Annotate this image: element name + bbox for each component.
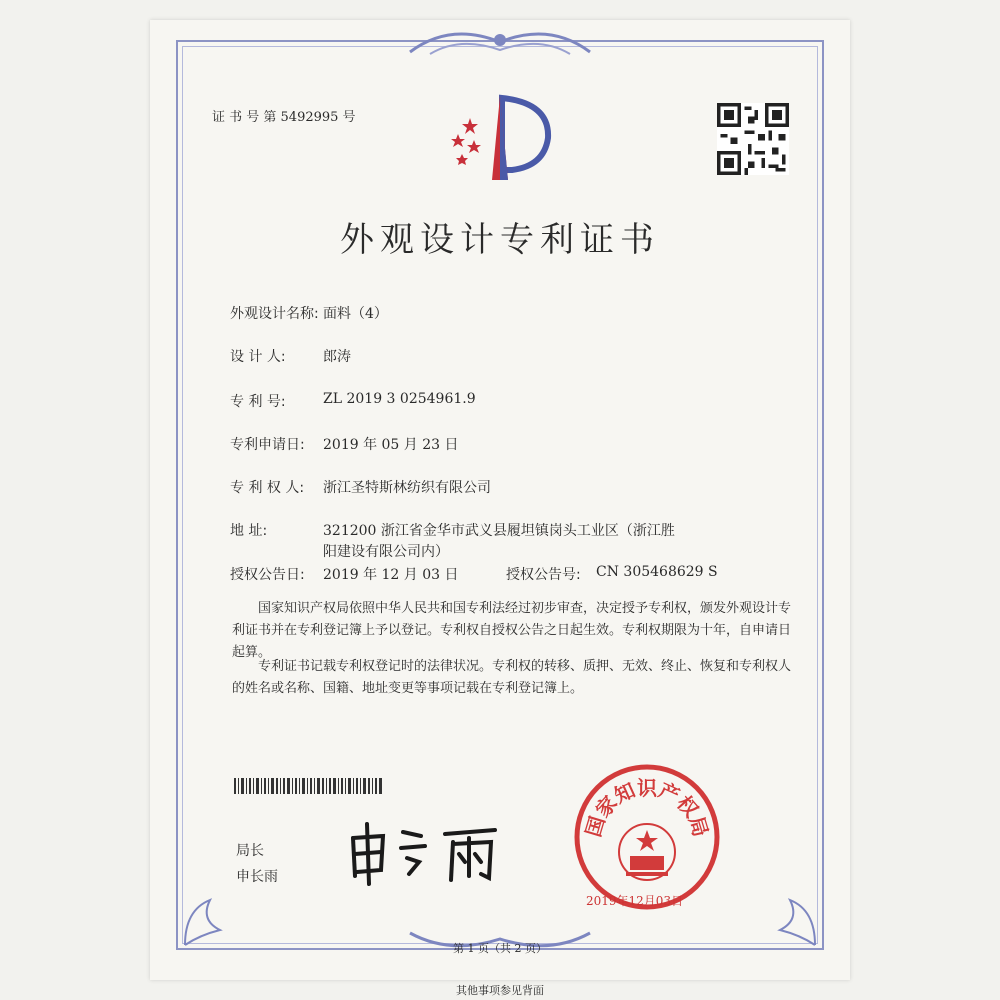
paragraph-legal-status: 专利证书记载专利权登记时的法律状况。专利权的转移、质押、无效、终止、恢复和专利权人的姓名或名称、国籍、地址变更等事项记载在专利登记簿上。 [232,659,792,696]
qr-code [717,103,789,175]
barcode [234,778,384,794]
field-value-address-line2: 阳建设有限公司内） [323,544,449,560]
field-label-filing-date: 专利申请日: [230,437,305,453]
field-label-patentee: 专 利 权 人: [230,480,305,496]
field-value-filing-date: 2019 年 05 月 23 日 [323,437,459,453]
field-label-announce-date: 授权公告日: [230,567,305,583]
field-value-address-line1: 321200 浙江省金华市武义县履坦镇岗头工业区（浙江胜 [323,523,675,539]
seal-text: 国家知识产权局 [580,776,714,840]
field-value-announce-date: 2019 年 12 月 03 日 [323,567,459,583]
seal-date: 2019年12月03日 [586,894,684,908]
field-label-patent-no: 专 利 号: [230,394,286,410]
field-value-designer: 郎涛 [323,349,351,365]
cnipa-logo [440,88,560,188]
page-indicator: 第 1 页（共 2 页） [453,942,547,955]
top-ornament [400,22,600,62]
field-label-design-name: 外观设计名称: [230,306,319,322]
field-label-announce-no: 授权公告号: [506,567,581,583]
official-seal [572,762,722,912]
field-value-announce-no: CN 305468629 S [596,564,718,580]
paragraph-grant: 国家知识产权局依照中华人民共和国专利法经过初步审查，决定授予专利权，颁发外观设计专利证书并在专利登记簿上予以登记。专利权自授权公告之日起生效。专利权期限为十年，自申请日起算。 [232,601,792,660]
field-value-design-name: 面料（4） [323,306,388,322]
certificate-number: 证 书 号 第 5492995 号 [212,110,356,125]
field-label-designer: 设 计 人: [230,349,286,365]
field-value-patentee: 浙江圣特斯林纺织有限公司 [323,480,491,496]
footer-note: 其他事项参见背面 [456,984,544,997]
director-title: 局长 [236,843,264,859]
field-value-patent-no: ZL 2019 3 0254961.9 [323,391,476,407]
certificate-title: 外观设计专利证书 [340,220,660,260]
director-name: 申长雨 [236,869,278,885]
handwritten-signature [345,818,515,888]
field-label-address: 地 址: [230,523,268,539]
